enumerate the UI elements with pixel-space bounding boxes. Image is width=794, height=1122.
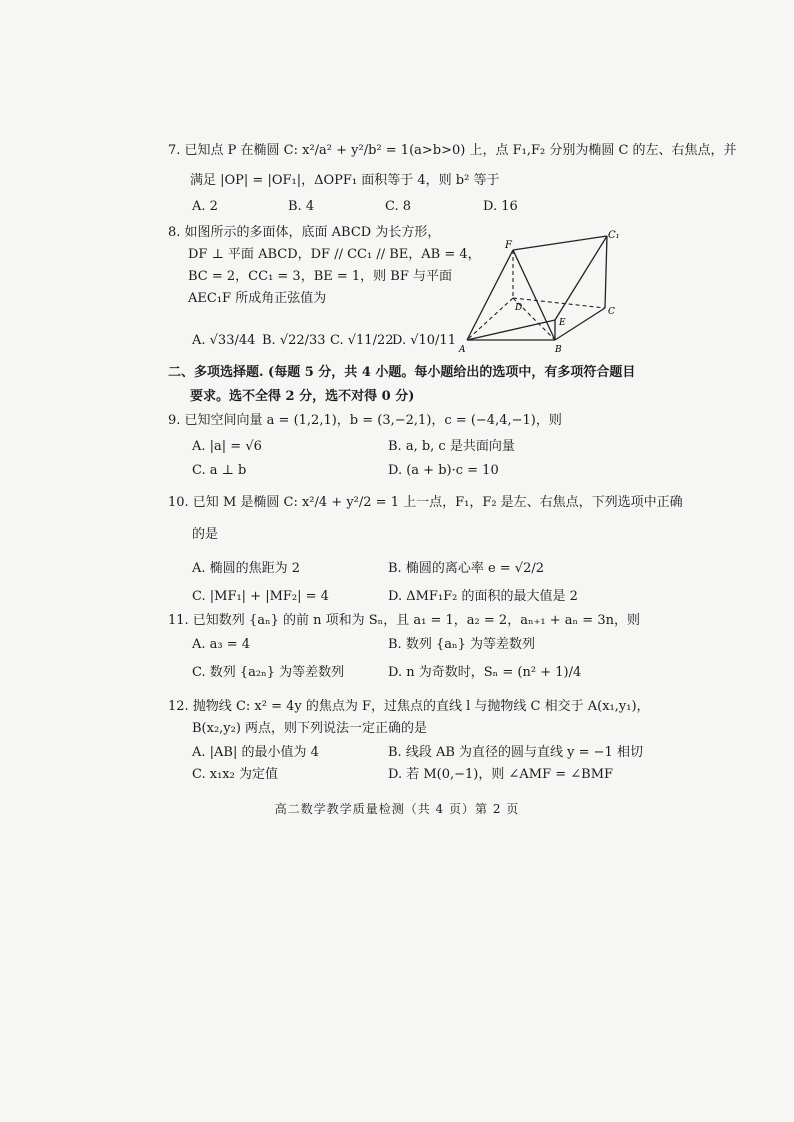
q8-line3: BC = 2，CC₁ = 3，BE = 1，则 BF 与平面: [188, 269, 453, 284]
q8-option-d: D. √10/11: [392, 333, 456, 348]
q9-stem: 9. 已知空间向量 a = (1,2,1)，b = (3,−2,1)，c = (−4,4,−1)，则: [168, 413, 562, 428]
q8-option-b: B. √22/33: [262, 333, 326, 348]
q11-option-d: D. n 为奇数时，Sₙ = (n² + 1)/4: [388, 665, 582, 680]
section2-heading-line2: 要求。选不全得 2 分，选不对得 0 分): [190, 389, 415, 404]
q8-line4: AEC₁F 所成角正弦值为: [188, 291, 327, 306]
q12-option-c: C. x₁x₂ 为定值: [192, 767, 278, 782]
q12-stem2: B(x₂,y₂) 两点，则下列说法一定正确的是: [192, 721, 428, 736]
q11-option-b: B. 数列 {aₙ} 为等差数列: [388, 637, 535, 652]
q9-option-b: B. a, b, c 是共面向量: [388, 439, 515, 454]
q11-stem: 11. 已知数列 {aₙ} 的前 n 项和为 Sₙ，且 a₁ = 1，a₂ = 2，aₙ₊₁ + aₙ = 3n，则: [168, 613, 640, 628]
q7-option-c: C. 8: [385, 199, 412, 214]
label-b: B: [555, 345, 562, 355]
q7-line1: 7. 已知点 P 在椭圆 C: x²/a² + y²/b² = 1(a>b>0) 上，点 F₁,F₂ 分别为椭圆 C 的左、右焦点，并: [168, 143, 737, 158]
q9-option-d: D. (a + b)·c = 10: [388, 463, 499, 478]
q7-line2: 满足 |OP| = |OF₁|，ΔOPF₁ 面积等于 4，则 b² 等于: [190, 173, 500, 188]
q8-line2: DF ⊥ 平面 ABCD，DF // CC₁ // BE，AB = 4，: [188, 247, 481, 262]
q12-option-a: A. |AB| 的最小值为 4: [192, 745, 319, 760]
q9-option-a: A. |a| = √6: [192, 439, 262, 454]
q9-option-c: C. a ⊥ b: [192, 463, 247, 478]
q12-stem: 12. 抛物线 C: x² = 4y 的焦点为 F，过焦点的直线 l 与抛物线 C 相交于 A(x₁,y₁)，: [168, 699, 650, 714]
q10-option-a: A. 椭圆的焦距为 2: [192, 561, 301, 576]
label-a: A: [459, 345, 466, 355]
q12-option-d: D. 若 M(0,−1)，则 ∠AMF = ∠BMF: [388, 767, 614, 782]
q11-option-c: C. 数列 {a₂ₙ} 为等差数列: [192, 665, 345, 680]
section2-heading-line1: 二、多项选择题. (每题 5 分，共 4 小题。每小题给出的选项中，有多项符合题目: [168, 365, 636, 380]
q7-option-a: A. 2: [192, 199, 218, 214]
q8-line1: 8. 如图所示的多面体，底面 ABCD 为长方形，: [168, 225, 441, 240]
label-c1: C₁: [608, 230, 620, 241]
q10-stem: 10. 已知 M 是椭圆 C: x²/4 + y²/2 = 1 上一点，F₁，F₂ 是左、右焦点，下列选项中正确: [168, 495, 683, 510]
q10-option-c: C. |MF₁| + |MF₂| = 4: [192, 589, 329, 604]
q11-option-a: A. a₃ = 4: [192, 637, 251, 652]
label-f: F: [505, 240, 512, 251]
q8-option-a: A. √33/44: [192, 333, 256, 348]
q8-option-c: C. √11/22: [330, 333, 394, 348]
q7-option-b: B. 4: [288, 199, 315, 214]
q10-option-d: D. ΔMF₁F₂ 的面积的最大值是 2: [388, 589, 578, 604]
label-d: D: [515, 303, 523, 313]
q10-option-b: B. 椭圆的离心率 e = √2/2: [388, 561, 545, 576]
q7-option-d: D. 16: [483, 199, 518, 214]
page-footer: 高二数学教学质量检测（共 4 页）第 2 页: [274, 802, 520, 816]
label-e: E: [559, 318, 566, 328]
q12-option-b: B. 线段 AB 为直径的圆与直线 y = −1 相切: [388, 745, 643, 760]
label-c: C: [608, 307, 615, 317]
q10-stem2: 的是: [192, 527, 219, 542]
polyhedron-figure: [455, 228, 635, 358]
